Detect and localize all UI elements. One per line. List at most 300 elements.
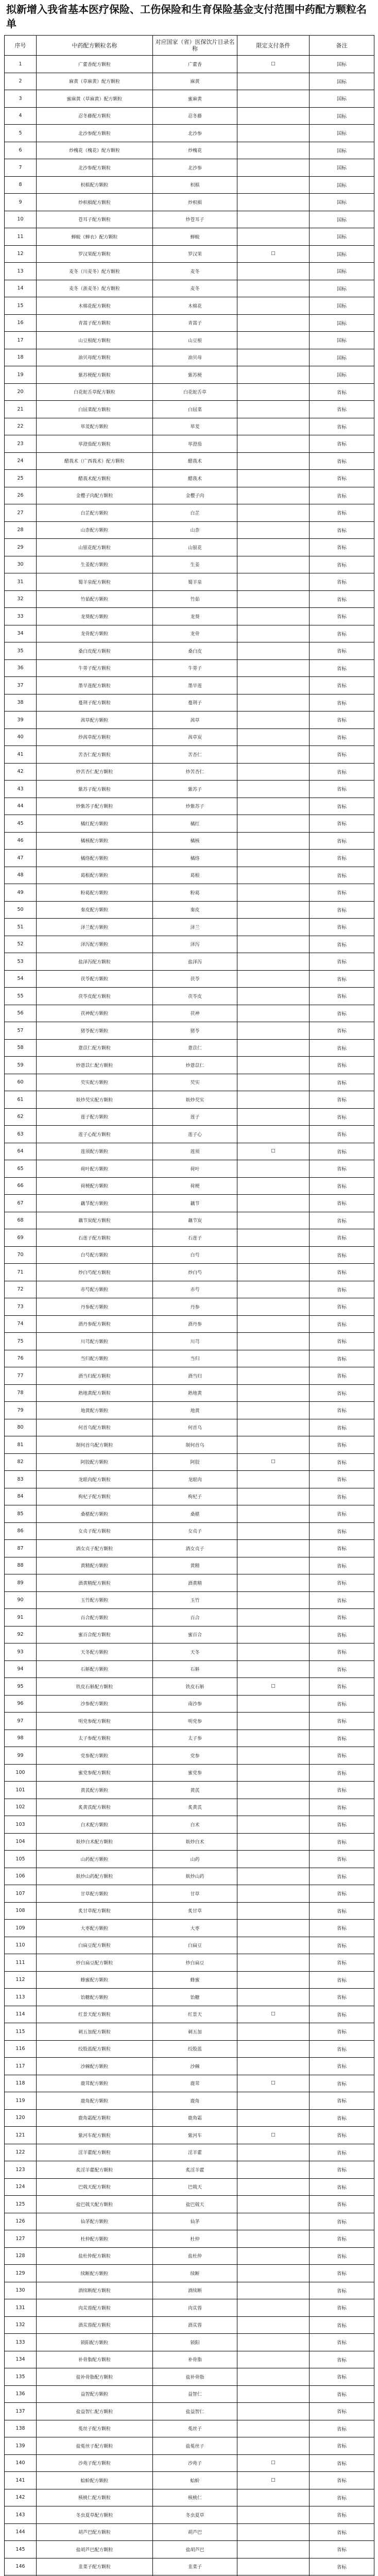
row-remark: 省标 [310,2472,374,2489]
table-row [5,815,374,833]
row-granule-name: 肉苁蓉配方颗粒 [37,2299,153,2317]
row-catalog-name: 莲须 [153,1143,237,1160]
row-serial: 40 [5,728,37,746]
row-serial: 4 [5,107,37,125]
row-granule-name: 桑白皮配方颗粒 [37,642,153,660]
row-remark: 省标 [310,1937,374,1954]
table-row [5,1057,374,1074]
row-payment-limit [237,452,310,470]
row-remark: 省标 [310,1626,374,1643]
row-catalog-name: 川芎 [153,1333,237,1350]
row-remark: 省标 [310,470,374,487]
table-row [5,1937,374,1954]
row-granule-name: 龙葵配方颗粒 [37,608,153,625]
row-catalog-name: 盐杜仲 [153,2247,237,2265]
row-payment-limit [237,1367,310,1385]
row-catalog-name: 炙黄芪 [153,1799,237,1816]
row-payment-limit [237,1333,310,1350]
row-granule-name: 苍耳子配方颗粒 [37,211,153,228]
row-serial: 105 [5,1851,37,1868]
row-catalog-name: 巴戟天 [153,2178,237,2196]
row-granule-name: 盐巴戟天配方颗粒 [37,2196,153,2213]
row-serial: 72 [5,1281,37,1298]
row-granule-name: 白扁豆配方颗粒 [37,1937,153,1954]
row-remark: 省标 [310,677,374,694]
row-remark: 省标 [310,2403,374,2420]
table-row [5,56,374,73]
row-catalog-name: 肉苁蓉 [153,2299,237,2317]
row-catalog-name: 蜜麻黄 [153,90,237,108]
table-row [5,90,374,108]
header-catalog-name: 对应国家（省）医保饮片目录名称 [153,36,237,56]
row-granule-name: 白术配方颗粒 [37,1816,153,1834]
row-serial: 119 [5,2092,37,2110]
row-payment-limit [237,2161,310,2179]
row-catalog-name: 蔓荆子 [153,694,237,711]
row-serial: 84 [5,1488,37,1505]
document-title: 拟新增入我省基本医疗保险、工伤保险和生育保险基金支付范围中药配方颗粒名单 [6,3,367,30]
row-granule-name: 北沙参配方颗粒 [37,159,153,177]
row-catalog-name: 沙棘 [153,2058,237,2075]
row-serial: 23 [5,435,37,453]
row-remark: 省标 [310,1471,374,1488]
row-granule-name: 枸杞子配方颗粒 [37,1488,153,1505]
row-granule-name: 山柰配方颗粒 [37,521,153,539]
row-serial: 93 [5,1643,37,1661]
row-payment-limit [237,90,310,108]
row-catalog-name: 葛根 [153,867,237,884]
row-payment-limit [237,435,310,453]
row-catalog-name: 龙葵 [153,608,237,625]
row-serial: 24 [5,452,37,470]
table-row [5,1195,374,1212]
table-row [5,1833,374,1851]
table-row [5,970,374,988]
row-serial: 110 [5,1937,37,1954]
row-catalog-name: 党参 [153,1747,237,1765]
row-payment-limit [237,73,310,90]
row-granule-name: 制何首乌配方颗粒 [37,1436,153,1454]
row-granule-name: 白花蛇舌草配方颗粒 [37,383,153,401]
row-payment-limit [237,556,310,573]
row-serial: 59 [5,1057,37,1074]
row-payment-limit [237,1488,310,1505]
table-row [5,314,374,332]
row-catalog-name: 制何首乌 [153,1436,237,1454]
row-remark: 省标 [310,2299,374,2317]
row-serial: 77 [5,1367,37,1385]
row-granule-name: 酒女贞子配方颗粒 [37,1540,153,1557]
row-payment-limit [237,1177,310,1195]
row-serial: 34 [5,625,37,642]
table-row [5,573,374,591]
row-remark: 省标 [310,2144,374,2161]
row-payment-limit [237,659,310,677]
row-payment-limit: ☐ [237,2075,310,2092]
row-serial: 79 [5,1402,37,1419]
row-granule-name: 炙甘草配方颗粒 [37,1902,153,1920]
table-row [5,1989,374,2006]
row-remark: 省标 [310,1264,374,1281]
table-row [5,2523,374,2541]
row-remark: 省标 [310,884,374,902]
row-catalog-name: 阿胶 [153,1453,237,1471]
row-serial: 118 [5,2075,37,2092]
row-granule-name: 苦杏仁配方颗粒 [37,746,153,764]
table-row [5,1488,374,1505]
row-remark: 省标 [310,1713,374,1730]
row-granule-name: 荷梗配方颗粒 [37,1177,153,1195]
table-row [5,2489,374,2506]
row-catalog-name: 藕节炭 [153,1212,237,1229]
row-payment-limit [237,677,310,694]
row-catalog-name: 桑椹 [153,1505,237,1523]
row-catalog-name: 炒紫苏子 [153,798,237,815]
row-catalog-name: 盐菟丝子 [153,2437,237,2455]
row-remark: 国标 [310,314,374,332]
row-payment-limit [237,1816,310,1834]
row-remark: 省标 [310,781,374,798]
row-granule-name: 山豆根配方颗粒 [37,332,153,349]
row-remark: 省标 [310,1350,374,1367]
row-catalog-name: 天冬 [153,1643,237,1661]
row-payment-limit [237,970,310,988]
row-serial: 17 [5,332,37,349]
row-remark: 省标 [310,746,374,764]
row-granule-name: 黄芪配方颗粒 [37,1782,153,1799]
row-remark: 省标 [310,1505,374,1523]
row-payment-limit [237,2213,310,2230]
row-remark: 国标 [310,349,374,366]
row-granule-name: 麸炒白术配方颗粒 [37,1833,153,1851]
table-row [5,1022,374,1040]
row-catalog-name: 丹参 [153,1298,237,1316]
row-remark: 省标 [310,1384,374,1402]
row-granule-name: 桑椹配方颗粒 [37,1505,153,1523]
row-serial: 48 [5,867,37,884]
row-serial: 33 [5,608,37,625]
row-serial: 120 [5,2109,37,2127]
row-serial: 80 [5,1419,37,1436]
row-serial: 10 [5,211,37,228]
row-payment-limit [237,1505,310,1523]
row-payment-limit [237,228,310,246]
table-row [5,1315,374,1333]
table-row [5,2213,374,2230]
row-remark: 省标 [310,1730,374,1747]
row-granule-name: 醋莪术配方颗粒 [37,470,153,487]
row-granule-name: 橘络配方颗粒 [37,850,153,867]
row-payment-limit [237,2282,310,2299]
row-payment-limit [237,936,310,953]
header-granule-name: 中药配方颗粒名称 [37,36,153,56]
granule-list-table [4,35,374,2576]
row-granule-name: 白芍配方颗粒 [37,1246,153,1264]
row-granule-name: 橘核配方颗粒 [37,832,153,850]
row-granule-name: 蜀羊泉配方颗粒 [37,573,153,591]
row-granule-name: 明党参配方颗粒 [37,1713,153,1730]
row-granule-name: 百合配方颗粒 [37,1609,153,1626]
row-granule-name: 山银花配方颗粒 [37,539,153,556]
row-payment-limit [237,1074,310,1091]
row-granule-name: 忍冬藤配方颗粒 [37,107,153,125]
row-payment-limit [237,1626,310,1643]
row-remark: 省标 [310,2351,374,2368]
row-catalog-name: 炙淫羊藿 [153,2161,237,2179]
row-payment-limit [237,1057,310,1074]
table-row [5,590,374,608]
row-granule-name: 橘红配方颗粒 [37,815,153,833]
row-granule-name: 胡芦巴配方颗粒 [37,2523,153,2541]
row-serial: 27 [5,504,37,522]
row-payment-limit: ☐ [237,245,310,263]
row-payment-limit [237,625,310,642]
row-payment-limit [237,125,310,142]
row-serial: 55 [5,988,37,1005]
row-granule-name: 仙茅配方颗粒 [37,2213,153,2230]
row-payment-limit [237,418,310,435]
row-catalog-name: 青蒿子 [153,314,237,332]
row-payment-limit: ☐ [237,1453,310,1471]
table-row [5,159,374,177]
row-catalog-name: 紫苏梗 [153,366,237,384]
row-granule-name: 醋莪术（广西莪术）配方颗粒 [37,452,153,470]
row-remark: 省标 [310,1782,374,1799]
row-granule-name: 蜜麻黄（草麻黄）配方颗粒 [37,90,153,108]
row-granule-name: 莲子配方颗粒 [37,1108,153,1126]
row-serial: 126 [5,2213,37,2230]
row-serial: 71 [5,1264,37,1281]
row-granule-name: 炙黄芪配方颗粒 [37,1799,153,1816]
table-row [5,2472,374,2489]
row-serial: 62 [5,1108,37,1126]
row-serial: 138 [5,2420,37,2437]
row-serial: 132 [5,2316,37,2334]
row-serial: 116 [5,2040,37,2058]
table-row [5,1143,374,1160]
row-payment-limit [237,919,310,936]
table-row [5,1126,374,1143]
row-catalog-name: 橘红 [153,815,237,833]
row-catalog-name: 炒白扁豆 [153,1954,237,1972]
row-remark: 省标 [310,1298,374,1316]
row-serial: 145 [5,2541,37,2558]
row-catalog-name: 盐巴戟天 [153,2196,237,2213]
row-granule-name: 酒当归配方颗粒 [37,1367,153,1385]
row-payment-limit: ☐ [237,1678,310,1696]
row-serial: 50 [5,901,37,919]
table-row [5,2265,374,2282]
row-remark: 省标 [310,1022,374,1040]
table-row [5,1281,374,1298]
row-remark: 省标 [310,539,374,556]
row-granule-name: 龙骨配方颗粒 [37,625,153,642]
row-granule-name: 茯苓皮配方颗粒 [37,988,153,1005]
table-row [5,107,374,125]
row-granule-name: 葛根配方颗粒 [37,867,153,884]
row-remark: 省标 [310,2265,374,2282]
row-serial: 54 [5,970,37,988]
row-remark: 省标 [310,452,374,470]
table-row [5,1557,374,1574]
row-remark: 省标 [310,2161,374,2179]
table-row [5,1678,374,1696]
row-remark: 省标 [310,1851,374,1868]
row-catalog-name: 山柰 [153,521,237,539]
row-catalog-name: 铁皮石斛 [153,1678,237,1696]
table-row [5,1713,374,1730]
row-serial: 143 [5,2506,37,2524]
table-row [5,2351,374,2368]
row-catalog-name: 墨旱莲 [153,677,237,694]
table-row [5,1333,374,1350]
row-catalog-name: 炙甘草 [153,1902,237,1920]
row-granule-name: 冬虫夏草配方颗粒 [37,2506,153,2524]
row-remark: 国标 [310,194,374,211]
row-catalog-name: 酒女贞子 [153,1540,237,1557]
row-remark: 省标 [310,2247,374,2265]
row-payment-limit [237,867,310,884]
table-row [5,608,374,625]
row-remark: 省标 [310,1678,374,1696]
table-row [5,1229,374,1247]
table-row [5,2282,374,2299]
table-row [5,677,374,694]
row-serial: 92 [5,1626,37,1643]
row-remark: 省标 [310,1971,374,1989]
table-row [5,470,374,487]
row-catalog-name: 白芍 [153,1246,237,1264]
row-payment-limit [237,832,310,850]
row-payment-limit [237,694,310,711]
row-serial: 113 [5,1989,37,2006]
row-catalog-name: 续断 [153,2265,237,2282]
row-catalog-name: 女贞子 [153,1522,237,1540]
row-catalog-name: 油贝母 [153,349,237,366]
table-row [5,2437,374,2455]
table-row [5,1108,374,1126]
row-granule-name: 广藿香配方颗粒 [37,56,153,73]
row-catalog-name: 炒薏苡仁 [153,1057,237,1074]
row-catalog-name: 荷梗 [153,1177,237,1195]
row-catalog-name: 炒槐花 [153,142,237,159]
row-granule-name: 石莲子配方颗粒 [37,1229,153,1247]
row-remark: 省标 [310,435,374,453]
table-row [5,521,374,539]
table-row [5,642,374,660]
row-payment-limit [237,1350,310,1367]
row-remark: 省标 [310,608,374,625]
row-serial: 122 [5,2144,37,2161]
row-remark: 省标 [310,642,374,660]
row-payment-limit [237,953,310,971]
row-payment-limit [237,2385,310,2403]
row-serial: 15 [5,297,37,315]
row-catalog-name: 玉竹 [153,1591,237,1609]
table-row [5,659,374,677]
row-remark: 省标 [310,694,374,711]
row-payment-limit [237,1540,310,1557]
table-row [5,1160,374,1178]
table-row [5,1453,374,1471]
row-granule-name: 沙参配方颗粒 [37,1695,153,1713]
table-row [5,2541,374,2558]
row-serial: 103 [5,1816,37,1834]
row-remark: 省标 [310,401,374,418]
row-payment-limit [237,1574,310,1592]
row-payment-limit [237,2178,310,2196]
row-catalog-name: 盐泽泻 [153,953,237,971]
row-granule-name: 酒丹参配方颗粒 [37,1315,153,1333]
row-remark: 国标 [310,263,374,280]
row-serial: 25 [5,470,37,487]
row-catalog-name: 紫苏子 [153,781,237,798]
table-row [5,1764,374,1782]
table-row [5,625,374,642]
row-serial: 115 [5,2023,37,2041]
table-row [5,2403,374,2420]
table-body [5,56,374,2576]
row-payment-limit: ☐ [237,2127,310,2144]
row-remark: 省标 [310,1246,374,1264]
table-row [5,1954,374,1972]
row-payment-limit [237,2506,310,2524]
row-payment-limit [237,1022,310,1040]
table-row [5,1091,374,1109]
table-row [5,2368,374,2386]
row-payment-limit [237,176,310,194]
row-remark: 省标 [310,573,374,591]
row-serial: 8 [5,176,37,194]
row-remark: 省标 [310,504,374,522]
row-payment-limit [237,2265,310,2282]
row-remark: 国标 [310,107,374,125]
row-serial: 146 [5,2558,37,2575]
row-granule-name: 罗汉果配方颗粒 [37,245,153,263]
row-granule-name: 蜜百合配方颗粒 [37,1626,153,1643]
row-serial: 19 [5,366,37,384]
row-catalog-name: 麻黄 [153,73,237,90]
row-serial: 97 [5,1713,37,1730]
row-granule-name: 韭菜子配方颗粒 [37,2558,153,2575]
row-serial: 87 [5,1540,37,1557]
row-serial: 121 [5,2127,37,2144]
table-row [5,798,374,815]
table-row [5,176,374,194]
row-granule-name: 蜂蜜配方颗粒 [37,1971,153,1989]
row-granule-name: 黄精配方颗粒 [37,1557,153,1574]
row-granule-name: 石斛配方颗粒 [37,1660,153,1678]
row-payment-limit [237,2040,310,2058]
table-row [5,1350,374,1367]
row-payment-limit [237,1039,310,1057]
row-serial: 117 [5,2058,37,2075]
row-granule-name: 蜜党参配方颗粒 [37,1764,153,1782]
row-serial: 41 [5,746,37,764]
row-catalog-name: 麸炒白术 [153,1833,237,1851]
row-serial: 73 [5,1298,37,1316]
row-remark: 省标 [310,1522,374,1540]
row-serial: 32 [5,590,37,608]
row-serial: 20 [5,383,37,401]
row-granule-name: 北沙参配方颗粒 [37,125,153,142]
row-remark: 省标 [310,1229,374,1247]
table-row [5,487,374,504]
row-serial: 142 [5,2489,37,2506]
row-catalog-name: 绞股蓝 [153,2040,237,2058]
table-row [5,228,374,246]
table-row [5,366,374,384]
